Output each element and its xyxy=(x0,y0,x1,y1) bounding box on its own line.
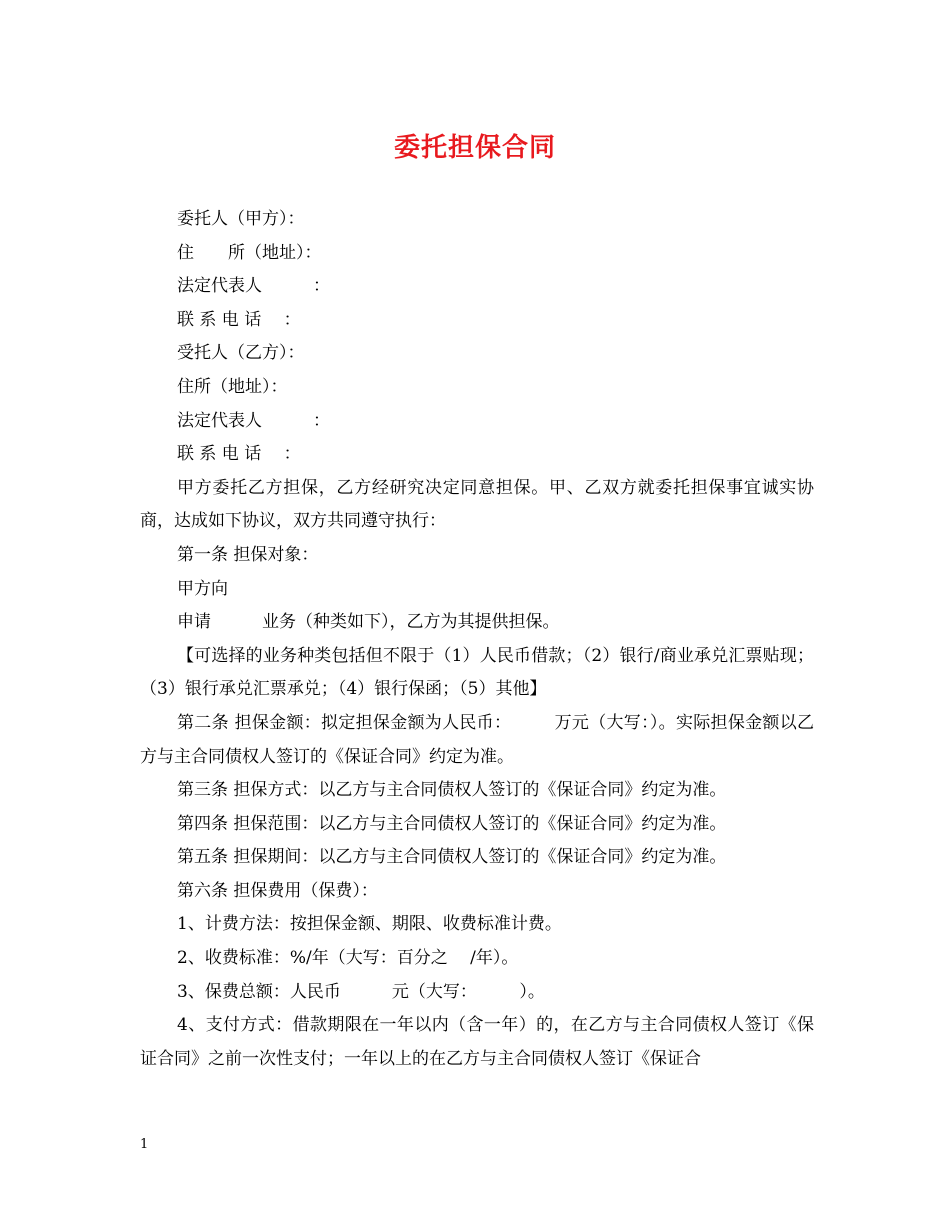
party-b-address-label: 住所（地址）： xyxy=(177,376,288,397)
article-3-paragraph: 第三条 担保方式：以乙方与主合同债权人签订的《保证合同》约定为准。 xyxy=(177,780,727,801)
article-5-paragraph: 第五条 担保期间：以乙方与主合同债权人签订的《保证合同》约定为准。 xyxy=(177,847,727,868)
party-a-address-label: 住 所（地址）： xyxy=(177,242,322,263)
party-a-label: 委托人（甲方）： xyxy=(177,209,305,229)
business-types-note: 【可选择的业务种类包括但不限于（1）人民币借款；（2）银行/商业承兑汇票贴现；（3）银行承兑汇票承兑；（4）银行保函；（5）其他】 xyxy=(140,645,814,700)
party-a-representative-label: 法定代表人 ： xyxy=(177,276,330,297)
article-1-line-2: 申请 业务（种类如下），乙方为其提供担保。 xyxy=(177,612,560,633)
article-4-paragraph: 第四条 担保范围：以乙方与主合同债权人签订的《保证合同》约定为准。 xyxy=(177,813,727,834)
fee-item-3: 3、保费总额：人民币 元（大写： ）。 xyxy=(177,981,545,1002)
page-number: 1 xyxy=(140,1137,149,1152)
party-b-label: 受托人（乙方）： xyxy=(177,343,305,364)
document-body xyxy=(140,203,814,1076)
article-1-heading: 第一条 担保对象： xyxy=(177,544,319,565)
article-6-heading: 第六条 担保费用（保费）： xyxy=(177,880,378,901)
fee-item-2: 2、收费标准：%/年（大写：百分之 /年）。 xyxy=(177,948,519,969)
party-b-representative-label: 法定代表人 ： xyxy=(177,410,330,431)
party-a-phone-label: 联 系 电 话 ： xyxy=(177,309,301,330)
article-1-line-1: 甲方向 xyxy=(177,578,228,599)
document-title: 委托担保合同 xyxy=(393,133,556,163)
article-2-paragraph: 第二条 担保金额：拟定担保金额为人民币： 万元（大写：）。实际担保金额以乙方与主合同债权人签订的《保证合同》约定为准。 xyxy=(140,712,814,767)
party-b-phone-label: 联 系 电 话 ： xyxy=(177,444,301,465)
fee-item-1: 1、计费方法：按担保金额、期限、收费标准计费。 xyxy=(177,914,562,935)
preamble-paragraph: 甲方委托乙方担保，乙方经研究决定同意担保。甲、乙双方就委托担保事宜诚实协商，达成如下协议，双方共同遵守执行： xyxy=(140,477,814,532)
fee-item-4: 4、支付方式：借款期限在一年以内（含一年）的，在乙方与主合同债权人签订《保证合同》之前一次性支付；一年以上的在乙方与主合同债权人签订《保证合 xyxy=(140,1015,814,1069)
